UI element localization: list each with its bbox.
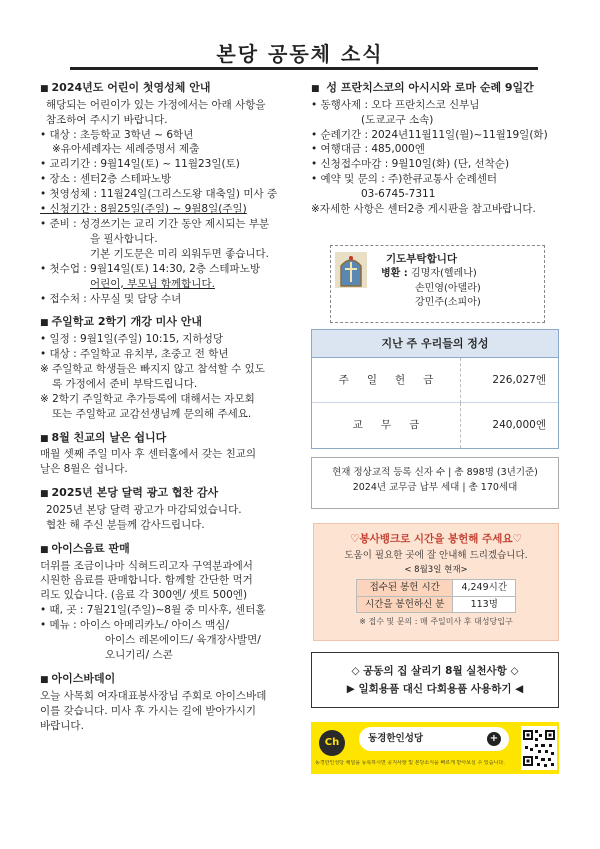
text-line: ※ 2학기 주일학교 추가등록에 대해서는 자모회	[40, 392, 255, 405]
plus-icon[interactable]: +	[487, 732, 501, 746]
text-line: 해당되는 어린이가 있는 가정에서는 아래 사항을	[46, 98, 266, 111]
offering-value: 226,027엔	[460, 358, 560, 403]
offering-row	[312, 403, 558, 448]
kakao-tagline: 동경한인성당 채널을 등록하시면 공지사항 및 본당소식을 빠르게 받아보실 수 있습니다.	[315, 760, 505, 766]
text-line: 오늘 사목회 여자대표봉사장님 주회로 아이스바데	[40, 689, 267, 702]
kakao-channel-logo: Ch	[319, 730, 345, 756]
prayer-request-box	[330, 245, 545, 323]
square-bullet-icon: ■	[311, 84, 320, 94]
prayer-name: 손민영(아델라)	[415, 282, 481, 294]
volunteer-title: ♡봉사뱅크로 시간을 봉헌해 주세요♡	[350, 533, 522, 545]
banner-line: ◇ 공동의 집 살리기 8월 실천사항 ◇	[351, 665, 519, 677]
volunteer-label: 시간을 봉헌하신 분	[356, 596, 452, 612]
prayer-name: 강민주(소피아)	[415, 297, 481, 308]
text-line: • 신청접수마감 : 9월10일(화) (단, 선착순)	[311, 158, 510, 171]
square-bullet-icon: ■	[40, 318, 49, 329]
qr-code-icon[interactable]	[521, 726, 557, 770]
text-line: • 대상 : 주일학교 유치부, 초중고 전 학년	[40, 348, 229, 361]
notice-section	[40, 671, 302, 733]
volunteer-value: 4,249시간	[453, 580, 516, 596]
text-line: 록 가정에서 준비 부탁드립니다.	[52, 377, 198, 390]
volunteer-table	[356, 579, 516, 613]
text-line: ※유아세례자는 세례증명서 제출	[52, 143, 200, 156]
text-line: • 예약 및 문의 : 주)한큐교통사 순례센터	[311, 173, 497, 186]
pilgrimage-section	[311, 80, 559, 217]
offering-value: 240,000엔	[460, 403, 560, 448]
text-line: 바랍니다.	[40, 719, 84, 732]
title-divider	[70, 67, 538, 70]
text-line: 을 필사합니다.	[90, 232, 158, 245]
volunteer-note: ※ 접수 및 문의 : 매 주일미사 후 대성당입구	[359, 617, 513, 627]
church-window-icon	[335, 252, 367, 288]
eco-practice-banner	[311, 652, 559, 708]
volunteer-bank-box	[313, 523, 559, 641]
text-line: • 일정 : 9월1일(주일) 10:15, 지하성당	[40, 333, 223, 346]
square-bullet-icon: ■	[40, 544, 49, 555]
prayer-title: 기도부탁합니다	[386, 253, 458, 265]
text-line: 시원한 음료를 판매합니다. 함께할 간단한 먹거	[40, 574, 253, 587]
text-line: 03-6745-7311	[361, 188, 436, 201]
pilgrimage-body	[311, 98, 559, 217]
notice-section	[40, 80, 302, 306]
page-title: 본당 공동체 소식	[216, 42, 384, 66]
section-title: 주일학교 2학기 개강 미사 안내	[51, 315, 202, 329]
text-line: • 장소 : 센터2층 스테파노방	[40, 173, 172, 186]
section-title: 2024년도 어린이 첫영성체 안내	[51, 81, 211, 94]
member-stats-box	[311, 457, 559, 509]
section-title: 아이스바데이	[51, 671, 116, 685]
text-line: (도쿄교구 소속)	[361, 113, 434, 126]
volunteer-date: < 8월3일 현재>	[404, 565, 468, 576]
square-bullet-icon: ■	[40, 489, 49, 500]
banner-line: ▶ 일회용품 대신 다회용품 사용하기 ◀	[346, 683, 524, 696]
text-line: 협찬 해 주신 분들께 감사드립니다.	[46, 518, 205, 531]
text-line: 2025년 본당 달력 광고가 마감되었습니다.	[46, 504, 242, 516]
text-line: ※자세한 사항은 센터2층 게시판을 참고바랍니다.	[311, 203, 536, 216]
text-line: 매월 셋째 주일 미사 후 센터홀에서 갖는 친교의	[40, 448, 257, 461]
text-line: 참조하여 주시기 바랍니다.	[46, 113, 168, 126]
notice-section	[40, 485, 302, 533]
text-line: 기본 기도문은 미리 외워두면 좋습니다.	[90, 247, 269, 260]
kakao-channel-banner[interactable]	[311, 722, 559, 774]
text-line: 또는 주일학교 교감선생님께 문의해 주세요.	[52, 407, 252, 420]
offering-label: 교무금	[352, 419, 438, 431]
prayer-name: 김명자(헬레나)	[411, 268, 477, 279]
notice-section	[40, 541, 302, 663]
volunteer-label: 접수된 봉헌 시간	[356, 580, 452, 596]
text-line: • 교리기간 : 9월14일(토) ~ 11월23일(토)	[40, 158, 240, 171]
text-line: 리도 있습니다. (음료 각 300엔/ 셋트 500엔)	[40, 589, 248, 602]
text-line: • 대상 : 초등학교 3학년 ~ 6학년	[40, 128, 194, 141]
text-line: 어린이, 부모님 함께합니다.	[90, 277, 215, 290]
volunteer-value: 113명	[453, 596, 516, 612]
household-count-line: 2024년 교무금 납부 세대 | 총 170세대	[352, 481, 518, 493]
prayer-label: 병환 :	[381, 268, 408, 279]
text-line: • 동행사제 : 오다 프란치스코 신부님	[311, 98, 480, 111]
section-title: 아이스음료 판매	[51, 541, 130, 555]
text-line: 이를 갖습니다. 미사 후 가시는 길에 받아가시기	[40, 704, 257, 717]
kakao-channel-name[interactable]: 동경한인성당 +	[359, 727, 509, 751]
text-line: • 첫수업 : 9월14일(토) 14:30, 2층 스테파노방	[40, 262, 260, 275]
square-bullet-icon: ■	[40, 674, 49, 685]
section-title: 2025년 본당 달력 광고 협찬 감사	[51, 486, 219, 500]
text-line: ※ 주일학교 학생들은 빠지지 않고 참석할 수 있도	[40, 363, 265, 376]
offering-table	[311, 329, 559, 449]
notice-section	[40, 430, 302, 478]
text-line: 오니기리/ 스콘	[105, 649, 173, 662]
text-line: 날은 8월은 쉽니다.	[40, 463, 128, 476]
volunteer-subtitle: 도움이 필요한 곳에 잘 안내해 드리겠습니다.	[344, 549, 528, 561]
offering-row	[312, 358, 558, 403]
text-line: • 접수처 : 사무실 및 담당 수녀	[40, 292, 182, 305]
left-column	[40, 80, 302, 741]
offering-label: 주일헌금	[338, 374, 452, 386]
text-line: • 메뉴 : 아이스 아메리카노/ 아이스 맥심/	[40, 619, 229, 632]
table-row	[356, 580, 515, 596]
text-line: 아이스 레몬에이드/ 육개장사발면/	[105, 634, 261, 647]
notice-section	[40, 314, 302, 421]
member-count-line: 현재 정상교적 등록 신자 수 | 총 898명 (3년기준)	[332, 467, 538, 478]
table-row	[356, 596, 515, 612]
square-bullet-icon: ■	[40, 84, 49, 94]
text-line: • 준비 : 성경쓰기는 교리 기간 동안 제시되는 부분	[40, 218, 270, 231]
text-line: • 여행대금 : 485,000엔	[311, 143, 425, 156]
pilgrimage-title: 성 프란치스코의 아시시와 로마 순례 9일간	[326, 81, 534, 94]
text-line: 더위를 조금이나마 식혀드리고자 구역분과에서	[40, 559, 253, 572]
right-column	[311, 80, 559, 225]
text-line: • 첫영성체 : 11월24일(그리스도왕 대축일) 미사 중	[40, 188, 278, 201]
offering-title: 지난 주 우리들의 정성	[312, 330, 558, 358]
square-bullet-icon: ■	[40, 433, 49, 444]
text-line: • 순례기간 : 2024년11월11일(월)~11월19일(화)	[311, 128, 548, 141]
section-title: 8월 친교의 날은 쉽니다	[51, 430, 167, 444]
text-line: • 때, 곳 : 7월21일(주일)~8월 중 미사후, 센터홀	[40, 604, 266, 617]
text-line: • 신청기간 : 8월25일(주일) ~ 9월8일(주일)	[40, 203, 247, 216]
